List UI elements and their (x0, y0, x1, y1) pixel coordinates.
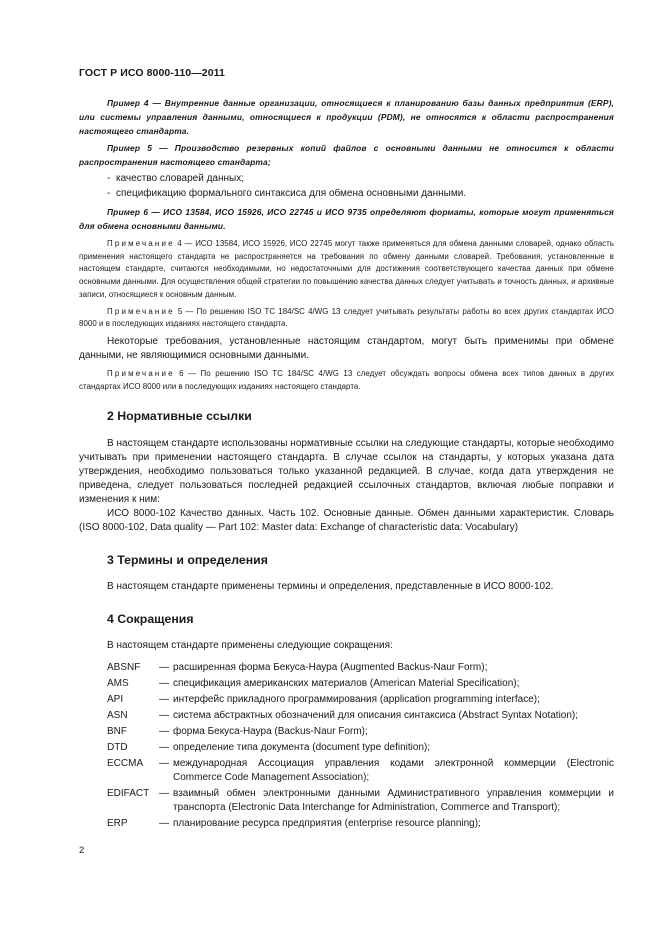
section-4-intro: В настоящем стандарте применены следующие сокращения: (107, 640, 393, 652)
list-item: - спецификацию формального синтаксиса для обмена основными данными. (107, 187, 467, 199)
list-item: - качество словарей данных; (107, 173, 244, 184)
abbreviation-row: ABSNF — расширенная форма Бекуса-Наура (Augmented Backus-Naur Form); (107, 662, 488, 674)
abbreviation-row: AMS — спецификация американских материалов (American Material Specification); (107, 678, 520, 690)
note-6: Примечание 6 — По решению ISO TC 184/SC 4/WG 13 следует обсуждать вопросы обмена всех типов данных в других стандартах ИСО 8000 или в последующих изданиях настоящего стандарта. (79, 368, 614, 391)
page-content (79, 96, 614, 833)
abbreviation-row: BNF — форма Бекуса-Наура (Backus-Naur Form); (107, 726, 368, 738)
note-4: Примечание 4 — ИСО 13584, ИСО 15926, ИСО 22745 могут также применяться для обмена данными словарей, однако область применения настоящего стандарта не распространяется на требования по обмену данными словарей. Требования, установленные в настоящем стандарте, считаются необходимыми, но недостаточными для достижения соответствующего качества данных при обмене основными данными. Для осуществления общей стратегии по повышению качества данных следует учитывать и точность данных, и архивные записи, относящиеся к основным данным. (79, 239, 614, 299)
section-4-heading: 4 Сокращения (107, 612, 194, 627)
section-2-reference: ИСО 8000-102 Качество данных. Часть 102. Основные данные. Обмен данными характеристик. Словарь (ISO 8000-102, Data quality — Part 102: Master data: Exchange of characteristic data: Vocabulary) (79, 508, 614, 534)
note-5: Примечание 5 — По решению ISO TC 184/SC 4/WG 13 следует учитывать результаты работы во всех других стандартах ИСО 8000 и в последующих изданиях настоящего стандарта. (79, 306, 614, 329)
example-4: Пример 4 — Внутренние данные организации, относящиеся к планированию базы данных предприятия (ERP), или системы управления данными, относящиеся к продукции (PDM), не относятся к области распространения настоящего стандарта. (79, 98, 614, 136)
example-5: Пример 5 — Производство резервных копий файлов с основными данными не относится к области распространения настоящего стандарта; (79, 143, 614, 167)
abbreviation-row: EDIFACT — взаимный обмен электронными данными Административного управления коммерции и транспорта (Electronic Data Interchange for Administration, Commerce and Transport); (107, 788, 614, 814)
abbreviation-row: ASN — система абстрактных обозначений для описания синтаксиса (Abstract Syntax Notation); (107, 710, 579, 722)
bullet-list (79, 172, 614, 201)
note-label: Примечание (107, 239, 175, 248)
abbreviation-row: ERP — планирование ресурса предприятия (enterprise resource planning); (107, 818, 481, 830)
section-2-paragraph: В настоящем стандарте использованы нормативные ссылки на следующие стандарты, которые необходимо учитывать при применении настоящего стандарта. В случае ссылок на стандарты, у которых указана дата утверждения, необходимо пользоваться только указанной редакцией. В случае, когда дата утверждения не приведена, следует пользоваться последней редакцией ссылочных стандартов, включая любые поправки и изменения к ним: (79, 438, 614, 506)
section-2-heading: 2 Нормативные ссылки (107, 409, 252, 424)
requirements-paragraph: Некоторые требования, установленные настоящим стандартом, могут быть применимы при обмене данными, не являющимися основными данными. (79, 335, 614, 361)
example-6: Пример 6 — ИСО 13584, ИСО 15926, ИСО 22745 и ИСО 9735 определяют форматы, которые могут применяться для обмена основными данными. (79, 207, 614, 231)
abbreviation-row: DTD — определение типа документа (document type definition); (107, 742, 431, 754)
note-label: Примечание (107, 306, 175, 316)
section-3-heading: 3 Термины и определения (107, 553, 268, 568)
abbreviation-list (107, 661, 614, 831)
abbreviation-row: API — интерфейс прикладного программирования (application programming interface); (107, 694, 540, 706)
abbreviation-row: ECCMA — международная Ассоциация управления кодами электронной коммерции (Electronic Commerce Code Management Association); (107, 758, 614, 784)
note-label: Примечание (107, 368, 175, 378)
section-3-paragraph: В настоящем стандарте применены термины и определения, представленные в ИСО 8000-102. (107, 581, 554, 593)
page-number: 2 (79, 845, 85, 856)
running-header: ГОСТ Р ИСО 8000-110—2011 (79, 67, 225, 79)
